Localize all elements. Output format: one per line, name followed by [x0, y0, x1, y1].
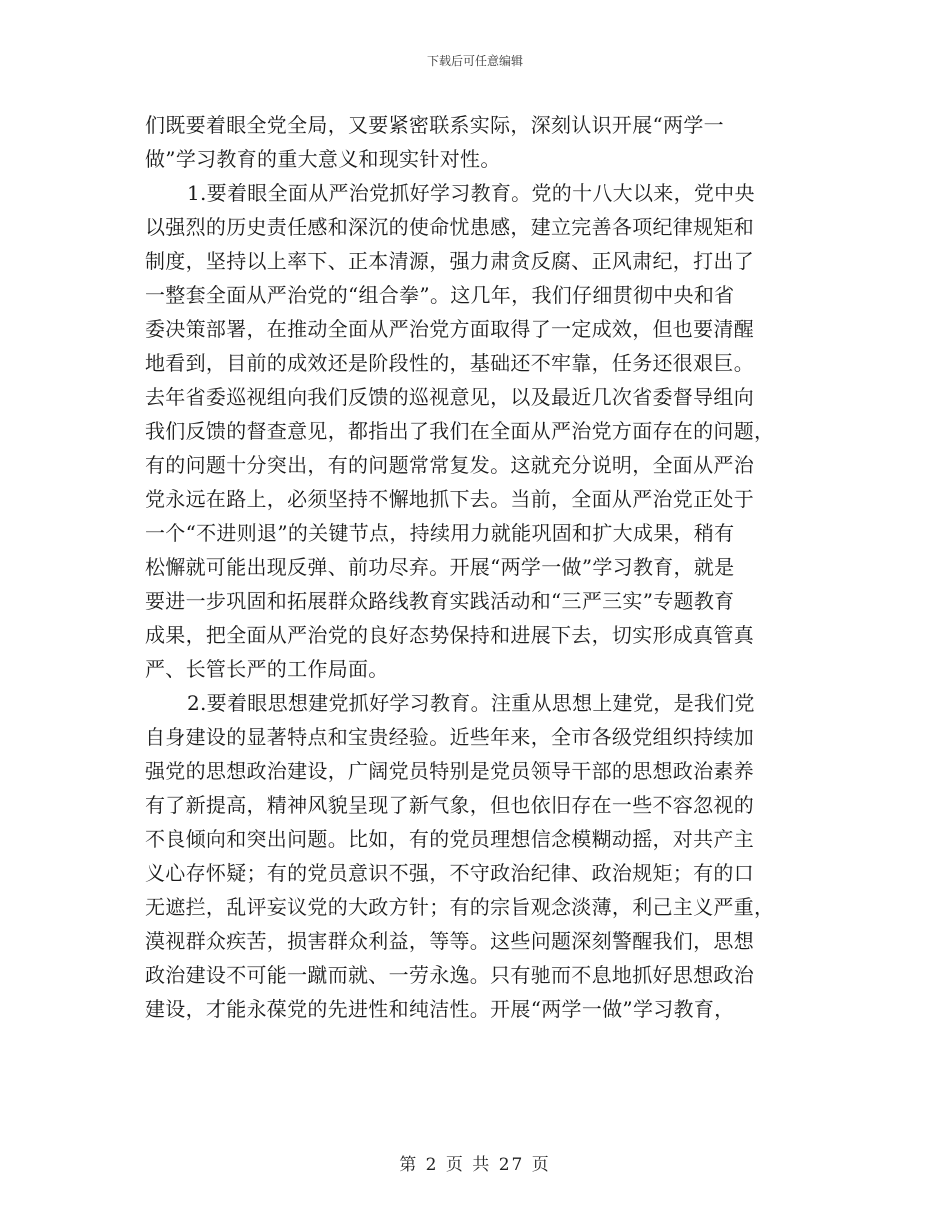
text-line: 1.要着眼全面从严治党抓好学习教育。党的十八大以来，党中央 — [187, 181, 755, 205]
text-line: 严、长管长严的工作局面。 — [145, 657, 389, 681]
text-line: 有的问题十分突出，有的问题常常复发。这就充分说明，全面从严治 — [145, 453, 754, 477]
text-line: 制度，坚持以上率下、正本清源，强力肃贪反腐、正风肃纪，打出了 — [145, 249, 754, 273]
text-line: 们既要着眼全党全局，又要紧密联系实际，深刻认识开展“两学一 — [145, 113, 724, 137]
text-line: 我们反馈的督查意见，都指出了我们在全面从严治党方面存在的问题， — [145, 419, 775, 443]
text-line: 建设，才能永葆党的先进性和纯洁性。开展“两学一做”学习教育， — [145, 997, 735, 1021]
text-line: 一整套全面从严治党的“组合拳”。这几年，我们仔细贯彻中央和省 — [145, 283, 735, 307]
text-line: 要进一步巩固和拓展群众路线教育实践活动和“三严三实”专题教育 — [145, 589, 735, 613]
page-header: 下载后可任意编辑 — [426, 54, 523, 68]
text-line: 不良倾向和突出问题。比如，有的党员理想信念模糊动摇，对共产主 — [145, 827, 754, 851]
text-line: 无遮拦，乱评妄议党的大政方针；有的宗旨观念淡薄，利己主义严重， — [145, 895, 775, 919]
page-footer: 第 2 页 共 27 页 — [399, 1155, 551, 1175]
text-line: 一个“不进则退”的关键节点，持续用力就能巩固和扩大成果，稍有 — [145, 521, 735, 545]
text-line: 以强烈的历史责任感和深沉的使命忧患感，建立完善各项纪律规矩和 — [145, 215, 754, 239]
text-line: 自身建设的显著特点和宝贵经验。近些年来，全市各级党组织持续加 — [145, 725, 754, 749]
text-line: 强党的思想政治建设，广阔党员特别是党员领导干部的思想政治素养 — [145, 759, 754, 783]
text-line: 做”学习教育的重大意义和现实针对性。 — [145, 147, 501, 171]
text-line: 委决策部署，在推动全面从严治党方面取得了一定成效，但也要清醒 — [145, 317, 754, 341]
text-line: 松懈就可能出现反弹、前功尽弃。开展“两学一做”学习教育，就是 — [145, 555, 735, 579]
text-line: 有了新提高，精神风貌呈现了新气象，但也依旧存在一些不容忽视的 — [145, 793, 754, 817]
text-line: 成果，把全面从严治党的良好态势保持和进展下去，切实形成真管真 — [145, 623, 754, 647]
document-body — [145, 108, 810, 1026]
text-line: 漠视群众疾苦，损害群众利益，等等。这些问题深刻警醒我们，思想 — [145, 929, 754, 953]
text-line: 地看到，目前的成效还是阶段性的，基础还不牢靠，任务还很艰巨。 — [145, 351, 754, 375]
text-line: 2.要着眼思想建党抓好学习教育。注重从思想上建党，是我们党 — [187, 691, 755, 715]
text-line: 义心存怀疑；有的党员意识不强，不守政治纪律、政治规矩；有的口 — [145, 861, 754, 885]
text-line: 党永远在路上，必须坚持不懈地抓下去。当前，全面从严治党正处于 — [145, 487, 754, 511]
text-line: 政治建设不可能一蹴而就、一劳永逸。只有驰而不息地抓好思想政治 — [145, 963, 754, 987]
text-line: 去年省委巡视组向我们反馈的巡视意见，以及最近几次省委督导组向 — [145, 385, 754, 409]
